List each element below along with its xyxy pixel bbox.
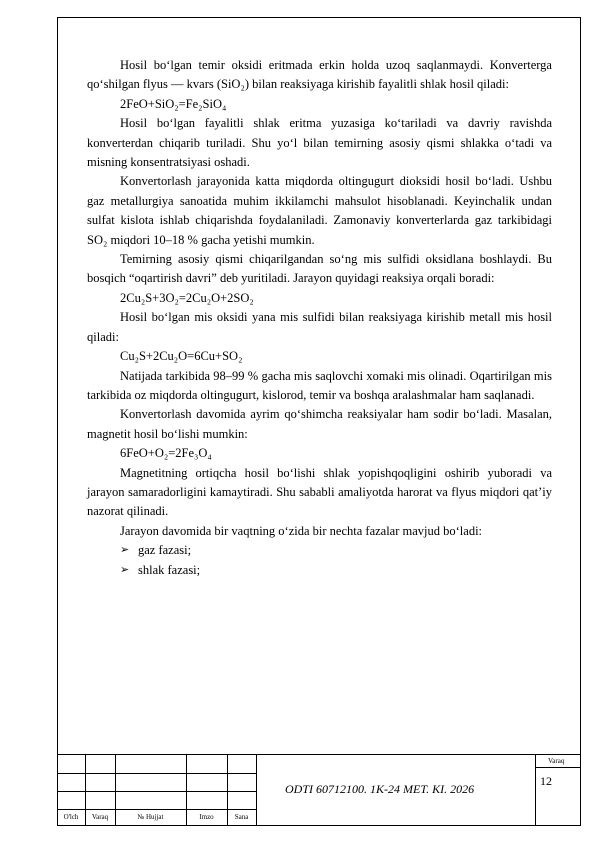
column-label-varaq: Varaq xyxy=(91,813,109,821)
column-label-sana: Sana xyxy=(234,813,249,821)
equation: Cu₂S+2Cu₂O=6Cu+SO₂ xyxy=(120,349,243,364)
paragraph: Hosil bo‘lgan mis oksidi yana mis sulfidi bilan reaksiyaga kirishib metall mis hosil qiladi: xyxy=(87,310,552,344)
paragraph: Hosil bo‘lgan temir oksidi eritmada erkin holda uzoq saqlanmaydi. Konverterga qo‘shilgan flyus — kvars (SiO₂) bilan reaksiyaga kirishib fayalitli shlak hosil qiladi: xyxy=(87,58,552,92)
list-item-text: gaz fazasi; xyxy=(138,543,192,558)
equation: 2FeO+SiO₂=Fe₂SiO₄ xyxy=(120,96,227,111)
list-item xyxy=(120,541,552,560)
equation: 6FeO+O₂=2Fe₃O₄ xyxy=(120,446,212,461)
paragraph: Konvertorlash davomida ayrim qo‘shimcha reaksiyalar ham sodir bo‘ladi. Masalan, magnetit hosil bo‘lishi mumkin: xyxy=(87,407,552,441)
column-label-olch: O'lch xyxy=(63,813,79,821)
document-body xyxy=(87,56,552,580)
paragraph: Magnetitning ortiqcha hosil bo‘lishi shlak yopishqoqligini oshirib yuboradi va jarayon samaradorligini kamaytiradi. Shu sababli amaliyotda harorat va flyus miqdori qat’iy nazorat qilinadi. xyxy=(87,465,552,519)
sheet-label: Varaq xyxy=(548,757,565,765)
page-number: 12 xyxy=(540,774,552,788)
title-block xyxy=(57,754,581,826)
document-code: ODTI 60712100. 1K-24 MET. KI. 2026 xyxy=(285,782,475,796)
paragraph: Hosil bo‘lgan fayalitli shlak eritma yuzasiga ko‘tariladi va davriy ravishda konverterdan chiqarib turiladi. Shu yo‘l bilan temirning asosiy qismi shlakka o‘tadi va misning konsentratsiyasi oshadi. xyxy=(87,116,552,170)
arrow-bullet-icon: ➢ xyxy=(120,544,130,557)
equation: 2Cu₂S+3O₂=2Cu₂O+2SO₂ xyxy=(120,290,254,305)
paragraph: Konvertorlash jarayonida katta miqdorda oltingugurt dioksidi hosil bo‘ladi. Ushbu gaz metallurgiya sanoatida muhim ikkilamchi mahsulot hisoblanadi. Keyinchalik undan sulfat kislota ishlab chiqarishda foydalaniladi. Zamonaviy konverterlarda gaz tarkibidagi SO₂ miqdori 10–18 % gacha yetishi mumkin. xyxy=(87,174,552,247)
paragraph: Natijada tarkibida 98–99 % gacha mis saqlovchi xomaki mis olinadi. Oqartirilgan mis tarkibida oz miqdorda oltingugurt, kislorod, temir va boshqa aralashmalar ham saqlanadi. xyxy=(87,368,552,402)
arrow-bullet-icon: ➢ xyxy=(120,563,130,576)
list-item-text: shlak fazasi; xyxy=(138,562,201,577)
column-label-hujjat: № Hujjat xyxy=(137,813,164,821)
paragraph: Temirning asosiy qismi chiqarilgandan so‘ng mis sulfidi oksidlana boshlaydi. Bu bosqich “oqartirish davri” deb yuritiladi. Jarayon quyidagi reaksiya orqali boradi: xyxy=(87,252,552,286)
column-label-imzo: Imzo xyxy=(199,813,214,821)
paragraph: Jarayon davomida bir vaqtning o‘zida bir nechta fazalar mavjud bo‘ladi: xyxy=(120,523,483,538)
list-item xyxy=(120,561,552,580)
